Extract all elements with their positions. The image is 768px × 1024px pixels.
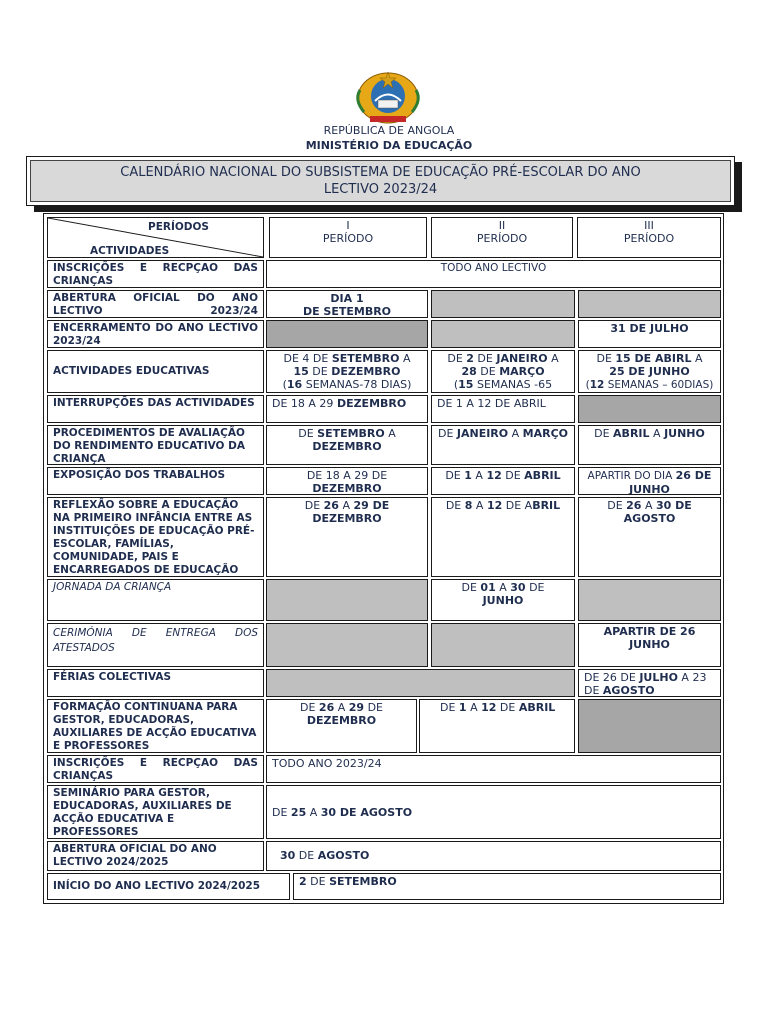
abertura-period-2-empty xyxy=(431,290,575,318)
month: AGOSTO xyxy=(317,849,370,862)
text: A xyxy=(547,352,559,365)
procedimentos-period-2 xyxy=(431,425,575,465)
text: DE xyxy=(584,684,603,697)
date: 30 DE AGOSTO xyxy=(320,806,413,819)
jornada-period-1-empty xyxy=(266,579,428,621)
row-label-cerimonia xyxy=(47,623,264,667)
row-label-encerramento: ENCERRAMENTO DO ANO LECTIVO 2023/24 xyxy=(47,320,264,348)
inicio-value xyxy=(293,873,721,900)
text: DE xyxy=(445,469,465,482)
title-box xyxy=(26,156,735,206)
month: SETEMBRO xyxy=(329,875,397,888)
header-periodos: PERÍODOS xyxy=(148,221,209,233)
day: 12 xyxy=(486,499,503,512)
day: 12 xyxy=(481,701,497,714)
day: 8 xyxy=(464,499,473,512)
text: A xyxy=(649,427,665,440)
text: DE xyxy=(607,499,627,512)
text: DE 26 DE xyxy=(584,671,640,684)
text: DE A xyxy=(502,499,533,512)
reflexao-period-2 xyxy=(431,497,575,577)
day: 26 xyxy=(626,499,642,512)
text: DE xyxy=(364,701,383,714)
month: JANEIRO xyxy=(456,427,509,440)
day: 26 DE xyxy=(675,469,712,482)
text: DE xyxy=(496,701,519,714)
day: 28 xyxy=(461,365,477,378)
text: DE xyxy=(437,427,457,440)
text: DE 18 A 29 xyxy=(272,397,337,410)
abertura-month: DE SETEMBRO xyxy=(302,305,392,318)
text: SEMANAS – 60DIAS) xyxy=(604,379,714,391)
month: DEZEMBRO xyxy=(331,365,401,378)
text: DE 4 DE xyxy=(283,352,332,365)
text: A xyxy=(466,701,482,714)
day: 2 xyxy=(466,352,474,365)
inscricoes-value: TODO ANO LECTIVO xyxy=(266,260,721,288)
text: DE xyxy=(473,352,497,365)
date: 15 DE ABIRL xyxy=(615,352,692,365)
cerimonia-label: CERIMÓNIA DE ENTREGA DOS ATESTADOS xyxy=(53,627,258,654)
text: A xyxy=(334,701,349,714)
reflexao-period-1 xyxy=(266,497,428,577)
text: SEMANAS -65 xyxy=(476,378,553,391)
month: BRIL xyxy=(532,499,561,512)
actividades-period-1 xyxy=(266,350,428,393)
text: DE xyxy=(447,352,467,365)
cerimonia-period-1-empty xyxy=(266,623,428,667)
header-actividades: ACTIVIDADES xyxy=(90,245,170,257)
interrupcoes-period-1 xyxy=(266,395,428,423)
abertura-period-1 xyxy=(266,290,428,318)
text: DE xyxy=(304,499,324,512)
exposicao-period-2 xyxy=(431,467,575,495)
row-label-jornada: JORNADA DA CRIANÇA xyxy=(47,579,264,621)
day: 12 xyxy=(486,469,502,482)
row-label-interrupcoes: INTERRUPÇÕES DAS ACTIVIDADES xyxy=(47,395,264,423)
row-label-seminario: SEMINÁRIO PARA GESTOR, EDUCADORAS, AUXILIARES DE ACÇÃO EDUCATIVA E PROFESSORES xyxy=(47,785,264,839)
text: DE xyxy=(440,701,459,714)
text: DE xyxy=(306,875,330,888)
row-label-exposicao: EXPOSIÇÃO DOS TRABALHOS xyxy=(47,467,264,495)
abertura-day: DIA 1 xyxy=(330,292,364,305)
text: DE xyxy=(300,701,319,714)
day: 1 xyxy=(464,469,472,482)
month: DEZEMBRO xyxy=(336,397,407,410)
formacao-period-3-empty xyxy=(578,699,721,753)
month: JUNHO xyxy=(664,427,705,440)
month: JUNHO xyxy=(629,483,670,495)
day: 26 xyxy=(318,701,335,714)
month: DEZEMBRO xyxy=(312,482,382,495)
day: 25 xyxy=(290,806,307,819)
text: A xyxy=(384,427,396,440)
ministerio-heading: MINISTÉRIO DA EDUCAÇÃO xyxy=(305,139,473,152)
row-label-procedimentos: PROCEDIMENTOS DE AVALIAÇÃO DO RENDIMENTO EDUCATIVO DA CRIANÇA xyxy=(47,425,264,465)
day: 30 xyxy=(280,849,296,862)
day: 30 DE xyxy=(655,499,692,512)
header-period-3 xyxy=(577,217,721,258)
period-2-label: PERÍODO xyxy=(476,232,528,245)
text: DE xyxy=(461,581,481,594)
text: A xyxy=(471,469,487,482)
month: MARÇO xyxy=(522,427,569,440)
exposicao-period-3 xyxy=(578,467,721,495)
jornada-period-2 xyxy=(431,579,575,621)
cerimonia-period-3 xyxy=(578,623,721,667)
weeks: 12 xyxy=(589,379,605,391)
text: SEMANAS-78 DIAS) xyxy=(302,378,412,391)
text: DE xyxy=(525,581,545,594)
encerramento-period-3: 31 DE JULHO xyxy=(578,320,721,348)
month: SETEMBRO xyxy=(317,427,385,440)
month: SETEMBRO xyxy=(331,352,400,365)
text: A xyxy=(508,427,523,440)
procedimentos-period-3 xyxy=(578,425,721,465)
day: 01 xyxy=(480,581,496,594)
text: DE xyxy=(594,427,614,440)
row-label-abertura-2: ABERTURA OFICIAL DO ANO LECTIVO 2024/2025 xyxy=(47,841,264,871)
text: DE xyxy=(295,849,318,862)
reflexao-period-3 xyxy=(578,497,721,577)
text: DE xyxy=(272,806,291,819)
text: A xyxy=(691,352,703,365)
month: AGOSTO xyxy=(602,684,655,697)
month: DEZEMBRO xyxy=(312,440,382,453)
row-label-inicio: INÍCIO DO ANO LECTIVO 2024/2025 xyxy=(47,873,290,900)
text: DE xyxy=(476,365,500,378)
text: A 23 xyxy=(677,671,707,684)
day: 2 xyxy=(299,875,307,888)
text: DE 18 A 29 DE xyxy=(306,469,388,482)
actividades-period-2 xyxy=(431,350,575,393)
date: 29 DE DEZEMBRO xyxy=(312,499,390,525)
formacao-period-2 xyxy=(419,699,575,753)
text: A xyxy=(495,581,511,594)
text: A xyxy=(338,499,354,512)
cerimonia-period-2-empty xyxy=(431,623,575,667)
period-1-roman: I xyxy=(346,219,350,232)
row-label-ferias: FÉRIAS COLECTIVAS xyxy=(47,669,264,697)
month: ABRIL xyxy=(613,427,650,440)
period-3-roman: III xyxy=(644,219,654,232)
day: 26 xyxy=(323,499,339,512)
day: 30 xyxy=(510,581,526,594)
jornada-period-3-empty xyxy=(578,579,721,621)
text: A xyxy=(472,499,487,512)
header-period-1 xyxy=(269,217,427,258)
abertura-period-3-empty xyxy=(578,290,721,318)
text: DE xyxy=(445,499,465,512)
encerramento-period-1-empty xyxy=(266,320,428,348)
month: ABRIL xyxy=(524,469,561,482)
text: ( xyxy=(585,379,590,391)
weeks: 15 xyxy=(458,378,474,391)
formacao-period-1 xyxy=(266,699,417,753)
inscricoes-2-value: TODO ANO 2023/24 xyxy=(266,755,721,783)
month: JUNHO xyxy=(482,594,524,607)
text: A xyxy=(306,806,321,819)
cerimonia-month: JUNHO xyxy=(629,638,670,651)
interrupcoes-period-2: DE 1 A 12 DE ABRIL xyxy=(431,395,575,423)
procedimentos-period-1 xyxy=(266,425,428,465)
month: AGOSTO xyxy=(623,512,676,525)
row-label-inscricoes-2: INSCRIÇÕES E RECPÇAO DAS CRIANÇAS xyxy=(47,755,264,783)
date: 25 DE JUNHO xyxy=(609,365,690,378)
header-period-2 xyxy=(431,217,573,258)
row-label-abertura: ABERTURA OFICIAL DO ANO LECTIVO 2023/24 xyxy=(47,290,264,318)
text: DE xyxy=(298,427,318,440)
text: ( xyxy=(282,378,287,391)
seminario-value xyxy=(266,785,721,839)
month: DEZEMBRO xyxy=(306,714,377,727)
weeks: 16 xyxy=(286,378,303,391)
abertura-2-value xyxy=(266,841,721,871)
text: A xyxy=(641,499,656,512)
text: DE xyxy=(501,469,525,482)
cerimonia-date: APARTIR DE 26 xyxy=(603,625,696,638)
day: 1 xyxy=(458,701,467,714)
header-diagonal-cell xyxy=(47,217,264,258)
month: JULHO xyxy=(639,671,678,684)
ferias-period-3 xyxy=(578,669,721,697)
text: DE xyxy=(308,365,332,378)
exposicao-period-1 xyxy=(266,467,428,495)
text: DE xyxy=(596,352,616,365)
month: ABRIL xyxy=(518,701,556,714)
period-2-roman: II xyxy=(498,219,506,232)
encerramento-period-2-empty xyxy=(431,320,575,348)
period-3-label: PERÍODO xyxy=(623,232,675,245)
ferias-period-1-2-empty xyxy=(266,669,575,697)
interrupcoes-period-3-empty xyxy=(578,395,721,423)
row-label-formacao: FORMAÇÃO CONTINUANA PARA GESTOR, EDUCADORAS, AUXILIARES DE ACÇÃO EDUCATIVA E PROFESSORES xyxy=(47,699,264,753)
page-title: CALENDÁRIO NACIONAL DO SUBSISTEMA DE EDUCAÇÃO PRÉ-ESCOLAR DO ANO LECTIVO 2023/24 xyxy=(30,160,731,202)
period-1-label: PERÍODO xyxy=(322,232,374,245)
text: APARTIR DO DIA xyxy=(587,470,676,482)
row-label-inscricoes: INSCRIÇÕES E RECPÇAO DAS CRIANÇAS xyxy=(47,260,264,288)
row-label-actividades: ACTIVIDADES EDUCATIVAS xyxy=(47,350,264,393)
actividades-period-3 xyxy=(578,350,721,393)
angola-coat-of-arms-icon xyxy=(348,68,428,126)
month: MARÇO xyxy=(499,365,545,378)
day: 29 xyxy=(348,701,365,714)
text: A xyxy=(399,352,411,365)
republica-heading: REPÚBLICA DE ANGOLA xyxy=(323,124,455,137)
month: JANEIRO xyxy=(496,352,548,365)
row-label-reflexao: REFLEXÃO SOBRE A EDUCAÇÃO NA PRIMEIRO INFÂNCIA ENTRE AS INSTITUIÇÕES DE EDUCAÇÃO PRÉ-ESCOLAR, FAMÍLIAS, COMUNIDADE, PAIS E ENCARREGADOS DE EDUCAÇÃO xyxy=(47,497,264,577)
day: 15 xyxy=(293,365,309,378)
text: ( xyxy=(453,378,459,391)
